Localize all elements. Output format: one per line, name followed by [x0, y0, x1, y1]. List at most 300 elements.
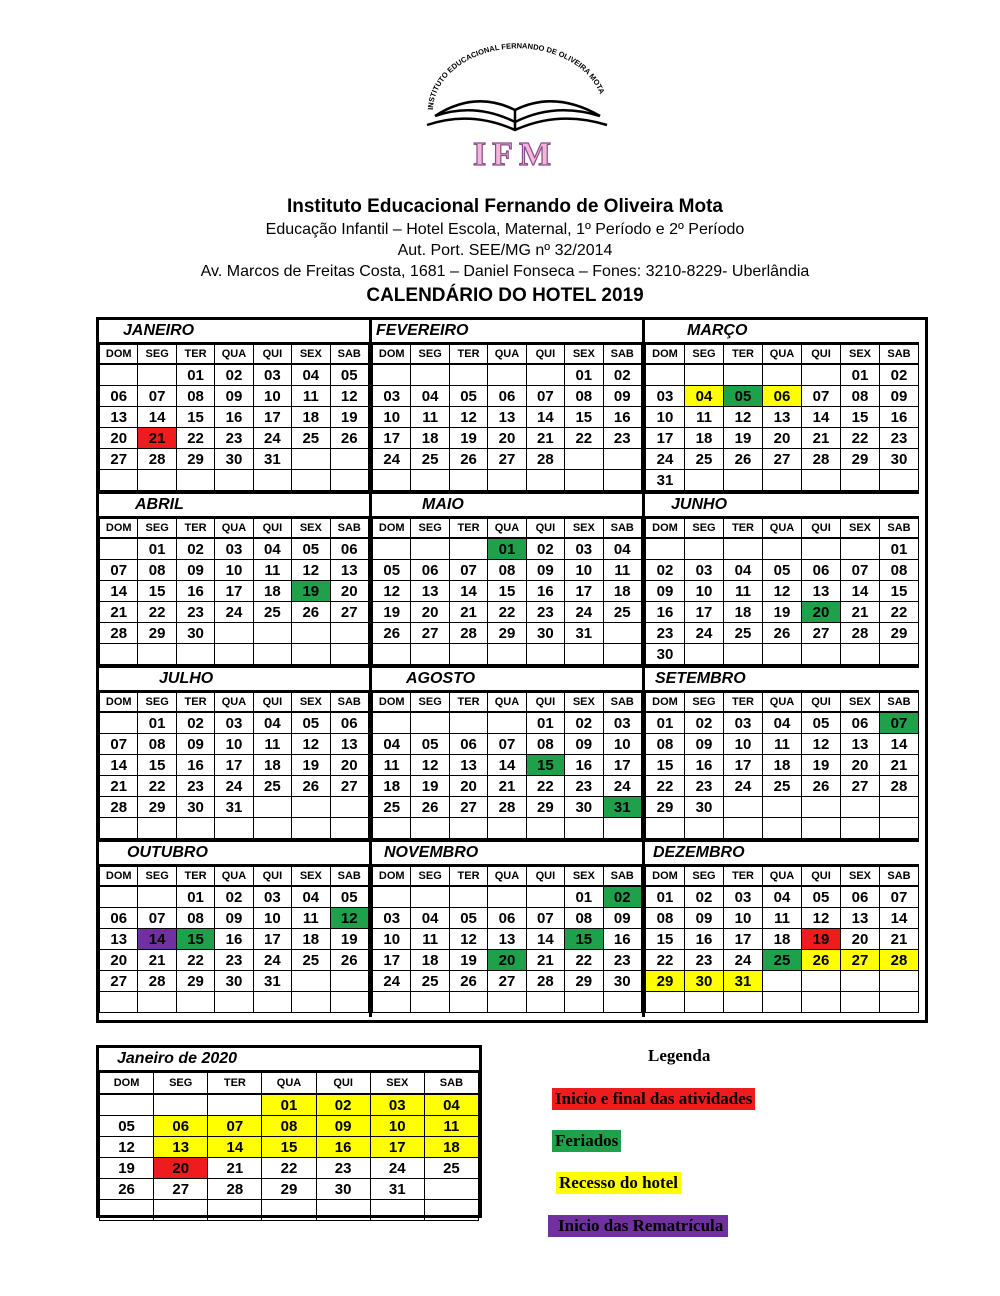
day-cell: 14 [526, 407, 564, 428]
empty-cell [138, 886, 176, 908]
day-cell: 22 [138, 602, 176, 623]
day-cell: 01 [138, 712, 176, 734]
weekday-header: QUI [526, 693, 564, 713]
day-cell: 19 [330, 407, 368, 428]
day-cell: 01 [262, 1094, 316, 1116]
day-cell: 26 [330, 950, 368, 971]
weekday-header: QUI [802, 693, 841, 713]
weekday-header: SAB [424, 1073, 478, 1095]
empty-cell [100, 992, 138, 1013]
empty-cell [373, 818, 411, 839]
month-days-table [372, 866, 642, 1013]
empty-cell [411, 364, 449, 386]
day-cell: 20 [411, 602, 449, 623]
day-cell: 07 [208, 1116, 262, 1137]
month-days-table [372, 344, 642, 491]
day-cell: 13 [411, 581, 449, 602]
month-days-table [99, 692, 369, 839]
day-cell: 31 [646, 470, 685, 491]
day-cell: 09 [526, 560, 564, 581]
day-cell: 03 [373, 908, 411, 929]
day-cell: 09 [646, 581, 685, 602]
empty-cell [685, 538, 724, 560]
empty-cell [526, 644, 564, 665]
day-cell: 15 [646, 929, 685, 950]
day-cell: 23 [603, 428, 641, 449]
day-cell: 25 [373, 797, 411, 818]
day-cell: 08 [488, 560, 526, 581]
day-cell: 25 [685, 449, 724, 470]
day-cell: 17 [215, 755, 253, 776]
day-cell: 10 [685, 581, 724, 602]
weekday-header: QUA [488, 867, 526, 887]
day-cell: 26 [763, 623, 802, 644]
day-cell: 08 [138, 734, 176, 755]
weekday-header: TER [176, 867, 214, 887]
legend-holidays: Feriados [552, 1130, 621, 1152]
day-cell: 19 [100, 1158, 154, 1179]
day-cell: 17 [646, 428, 685, 449]
day-cell: 09 [176, 560, 214, 581]
month-outubro [99, 842, 372, 1017]
day-cell: 25 [411, 449, 449, 470]
empty-cell [802, 538, 841, 560]
day-cell: 02 [646, 560, 685, 581]
empty-cell [138, 470, 176, 491]
day-cell: 11 [292, 908, 330, 929]
day-cell: 03 [253, 364, 291, 386]
empty-cell [841, 644, 880, 665]
day-cell: 23 [880, 428, 919, 449]
empty-cell [526, 364, 564, 386]
month-novembro [372, 842, 645, 1017]
empty-cell [449, 886, 487, 908]
day-cell: 14 [488, 755, 526, 776]
day-cell: 17 [603, 755, 641, 776]
weekday-header: DOM [373, 693, 411, 713]
day-cell: 21 [138, 428, 176, 449]
empty-cell [724, 797, 763, 818]
day-cell: 22 [841, 428, 880, 449]
weekday-header: SEX [841, 867, 880, 887]
empty-cell [802, 992, 841, 1013]
day-cell: 24 [373, 449, 411, 470]
legend-start-end-activities: Inicio e final das atividades [552, 1088, 755, 1110]
month-days-table [372, 692, 642, 839]
day-cell: 30 [316, 1179, 370, 1200]
day-cell: 26 [330, 428, 368, 449]
day-cell: 10 [215, 560, 253, 581]
empty-cell [802, 797, 841, 818]
day-cell: 06 [154, 1116, 208, 1137]
day-cell: 03 [253, 886, 291, 908]
empty-cell [646, 818, 685, 839]
empty-cell [176, 818, 214, 839]
day-cell: 24 [253, 428, 291, 449]
weekday-header: SAB [880, 867, 919, 887]
empty-cell [100, 470, 138, 491]
weekday-header: DOM [646, 519, 685, 539]
day-cell: 21 [100, 776, 138, 797]
empty-cell [841, 797, 880, 818]
empty-cell [841, 538, 880, 560]
empty-cell [802, 470, 841, 491]
education-levels: Educação Infantil – Hotel Escola, Maternal, 1º Período e 2º Período [265, 221, 745, 238]
day-cell: 16 [176, 581, 214, 602]
weekday-header: SEG [411, 345, 449, 365]
weekday-header: SAB [330, 867, 368, 887]
empty-cell [880, 797, 919, 818]
empty-cell [763, 538, 802, 560]
empty-cell [685, 818, 724, 839]
day-cell: 05 [292, 538, 330, 560]
weekday-header: QUI [253, 693, 291, 713]
day-cell: 18 [292, 929, 330, 950]
day-cell: 11 [685, 407, 724, 428]
empty-cell [449, 364, 487, 386]
day-cell: 30 [565, 797, 603, 818]
day-cell: 12 [449, 407, 487, 428]
month-title: ABRIL [99, 494, 369, 518]
weekday-header: QUI [526, 519, 564, 539]
day-cell: 08 [176, 908, 214, 929]
day-cell: 08 [841, 386, 880, 407]
month-days-table [645, 866, 919, 1013]
weekday-header: SEX [841, 345, 880, 365]
day-cell: 22 [176, 428, 214, 449]
empty-cell [330, 623, 368, 644]
day-cell: 18 [603, 581, 641, 602]
empty-cell [763, 992, 802, 1013]
empty-cell [138, 992, 176, 1013]
day-cell: 13 [488, 929, 526, 950]
day-cell: 10 [646, 407, 685, 428]
month-days-table [99, 518, 369, 665]
day-cell: 31 [253, 449, 291, 470]
day-cell: 19 [292, 755, 330, 776]
day-cell: 28 [138, 449, 176, 470]
empty-cell [292, 623, 330, 644]
day-cell: 18 [763, 755, 802, 776]
weekday-header: DOM [100, 867, 138, 887]
day-cell: 27 [411, 623, 449, 644]
institution-name: Instituto Educacional Fernando de Oliveira Mota [286, 196, 723, 217]
weekday-header: SEG [411, 693, 449, 713]
empty-cell [215, 623, 253, 644]
day-cell: 27 [802, 623, 841, 644]
month-title: MARÇO [645, 320, 919, 344]
empty-cell [449, 644, 487, 665]
day-cell: 07 [449, 560, 487, 581]
day-cell: 09 [603, 386, 641, 407]
day-cell: 26 [411, 797, 449, 818]
empty-cell [724, 538, 763, 560]
day-cell: 12 [373, 581, 411, 602]
day-cell: 13 [100, 407, 138, 428]
month-junho [645, 494, 919, 668]
day-cell: 16 [526, 581, 564, 602]
day-cell: 26 [292, 602, 330, 623]
day-cell: 16 [685, 929, 724, 950]
weekday-header: SEG [138, 345, 176, 365]
empty-cell [373, 470, 411, 491]
day-cell: 05 [449, 908, 487, 929]
empty-cell [176, 470, 214, 491]
weekday-header: SEX [841, 693, 880, 713]
empty-cell [802, 818, 841, 839]
day-cell: 15 [138, 581, 176, 602]
day-cell: 11 [253, 734, 291, 755]
day-cell: 19 [763, 602, 802, 623]
day-cell: 14 [526, 929, 564, 950]
day-cell: 01 [646, 886, 685, 908]
empty-cell [292, 818, 330, 839]
day-cell: 16 [880, 407, 919, 428]
day-cell: 25 [763, 776, 802, 797]
weekday-header: TER [449, 867, 487, 887]
day-cell: 17 [253, 407, 291, 428]
empty-cell [880, 818, 919, 839]
day-cell: 01 [138, 538, 176, 560]
day-cell: 18 [411, 950, 449, 971]
month-title: MAIO [372, 494, 642, 518]
day-cell: 25 [424, 1158, 478, 1179]
day-cell: 03 [565, 538, 603, 560]
empty-cell [208, 1200, 262, 1221]
svg-text:IFM: IFM [472, 136, 558, 173]
day-cell: 08 [526, 734, 564, 755]
empty-cell [176, 992, 214, 1013]
day-cell: 04 [292, 364, 330, 386]
empty-cell [373, 364, 411, 386]
day-cell: 24 [565, 602, 603, 623]
empty-cell [565, 470, 603, 491]
day-cell: 25 [292, 950, 330, 971]
day-cell: 23 [215, 950, 253, 971]
day-cell: 01 [565, 886, 603, 908]
weekday-header: SEX [370, 1073, 424, 1095]
month-maio [372, 494, 645, 668]
weekday-header: QUA [488, 519, 526, 539]
empty-cell [526, 886, 564, 908]
day-cell: 23 [316, 1158, 370, 1179]
weekday-header: SEG [685, 693, 724, 713]
weekday-header: SEG [685, 345, 724, 365]
calendar-title: CALENDÁRIO DO HOTEL 2019 [366, 285, 644, 306]
empty-cell [330, 470, 368, 491]
day-cell: 08 [565, 908, 603, 929]
day-cell: 28 [526, 449, 564, 470]
day-cell: 12 [292, 734, 330, 755]
day-cell: 13 [802, 581, 841, 602]
month-title: JUNHO [645, 494, 919, 518]
day-cell: 24 [373, 971, 411, 992]
day-cell: 13 [841, 734, 880, 755]
day-cell: 26 [373, 623, 411, 644]
day-cell: 17 [724, 755, 763, 776]
day-cell: 18 [292, 407, 330, 428]
day-cell: 01 [526, 712, 564, 734]
day-cell: 19 [802, 755, 841, 776]
day-cell: 05 [724, 386, 763, 407]
day-cell: 03 [215, 538, 253, 560]
day-cell: 03 [370, 1094, 424, 1116]
month-days-table [645, 344, 919, 491]
day-cell: 28 [208, 1179, 262, 1200]
weekday-header: SAB [603, 345, 641, 365]
day-cell: 04 [763, 712, 802, 734]
day-cell: 11 [724, 581, 763, 602]
empty-cell [724, 818, 763, 839]
empty-cell [316, 1200, 370, 1221]
day-cell: 09 [316, 1116, 370, 1137]
day-cell: 02 [526, 538, 564, 560]
month-title: FEVEREIRO [372, 320, 642, 344]
day-cell: 01 [488, 538, 526, 560]
weekday-header: TER [724, 693, 763, 713]
day-cell: 16 [215, 407, 253, 428]
day-cell: 04 [424, 1094, 478, 1116]
empty-cell [373, 644, 411, 665]
day-cell: 20 [449, 776, 487, 797]
day-cell: 22 [646, 776, 685, 797]
day-cell: 18 [685, 428, 724, 449]
weekday-header: QUA [763, 345, 802, 365]
day-cell: 14 [449, 581, 487, 602]
empty-cell [880, 470, 919, 491]
weekday-header: SEX [841, 519, 880, 539]
month-janeiro [99, 320, 372, 494]
day-cell: 06 [330, 712, 368, 734]
day-cell: 18 [411, 428, 449, 449]
day-cell: 26 [802, 950, 841, 971]
day-cell: 14 [100, 755, 138, 776]
day-cell: 07 [880, 886, 919, 908]
day-cell: 12 [330, 908, 368, 929]
day-cell: 17 [370, 1137, 424, 1158]
day-cell: 16 [565, 755, 603, 776]
weekday-header: QUA [763, 693, 802, 713]
day-cell: 29 [841, 449, 880, 470]
month-agosto [372, 668, 645, 842]
day-cell: 15 [880, 581, 919, 602]
day-cell: 15 [262, 1137, 316, 1158]
day-cell: 05 [802, 712, 841, 734]
day-cell: 11 [411, 407, 449, 428]
day-cell: 04 [411, 908, 449, 929]
day-cell: 23 [565, 776, 603, 797]
empty-cell [880, 971, 919, 992]
month-title: JULHO [99, 668, 369, 692]
day-cell: 19 [411, 776, 449, 797]
month-abril [99, 494, 372, 668]
day-cell: 09 [215, 386, 253, 407]
day-cell: 10 [373, 929, 411, 950]
weekday-header: DOM [100, 693, 138, 713]
day-cell: 12 [411, 755, 449, 776]
day-cell: 22 [176, 950, 214, 971]
weekday-header: SEX [565, 867, 603, 887]
empty-cell [488, 364, 526, 386]
day-cell: 20 [488, 950, 526, 971]
empty-cell [373, 538, 411, 560]
day-cell: 08 [565, 386, 603, 407]
day-cell: 06 [841, 886, 880, 908]
weekday-header: SEG [411, 519, 449, 539]
day-cell: 18 [763, 929, 802, 950]
day-cell: 10 [253, 386, 291, 407]
day-cell: 13 [100, 929, 138, 950]
day-cell: 19 [373, 602, 411, 623]
empty-cell [724, 470, 763, 491]
day-cell: 25 [253, 776, 291, 797]
day-cell: 11 [411, 929, 449, 950]
day-cell: 29 [526, 797, 564, 818]
weekday-header: SEX [565, 519, 603, 539]
day-cell: 29 [138, 797, 176, 818]
day-cell: 17 [215, 581, 253, 602]
empty-cell [449, 992, 487, 1013]
day-cell: 08 [646, 734, 685, 755]
weekday-header: SAB [330, 693, 368, 713]
month-title: Janeiro de 2020 [99, 1048, 479, 1072]
day-cell: 22 [526, 776, 564, 797]
day-cell: 28 [526, 971, 564, 992]
day-cell: 17 [253, 929, 291, 950]
weekday-header: QUA [763, 519, 802, 539]
day-cell: 19 [330, 929, 368, 950]
day-cell: 03 [685, 560, 724, 581]
day-cell: 20 [100, 950, 138, 971]
day-cell: 02 [685, 886, 724, 908]
day-cell: 11 [763, 908, 802, 929]
day-cell: 29 [176, 971, 214, 992]
day-cell: 31 [370, 1179, 424, 1200]
day-cell: 23 [646, 623, 685, 644]
day-cell: 30 [215, 449, 253, 470]
day-cell: 02 [685, 712, 724, 734]
day-cell: 10 [253, 908, 291, 929]
empty-cell [262, 1200, 316, 1221]
day-cell: 04 [685, 386, 724, 407]
day-cell: 26 [802, 776, 841, 797]
day-cell: 28 [841, 623, 880, 644]
day-cell: 15 [176, 407, 214, 428]
day-cell: 07 [488, 734, 526, 755]
day-cell: 06 [488, 386, 526, 407]
day-cell: 12 [724, 407, 763, 428]
day-cell: 05 [449, 386, 487, 407]
day-cell: 09 [685, 908, 724, 929]
day-cell: 26 [449, 449, 487, 470]
day-cell: 27 [100, 449, 138, 470]
day-cell: 07 [841, 560, 880, 581]
day-cell: 29 [488, 623, 526, 644]
day-cell: 22 [646, 950, 685, 971]
day-cell: 15 [646, 755, 685, 776]
day-cell: 02 [316, 1094, 370, 1116]
empty-cell [215, 818, 253, 839]
empty-cell [449, 712, 487, 734]
weekday-header: QUI [316, 1073, 370, 1095]
weekday-header: QUI [526, 345, 564, 365]
day-cell: 04 [763, 886, 802, 908]
weekday-header: QUA [763, 867, 802, 887]
empty-cell [646, 992, 685, 1013]
empty-cell [292, 971, 330, 992]
weekday-header: DOM [373, 519, 411, 539]
day-cell: 15 [565, 929, 603, 950]
